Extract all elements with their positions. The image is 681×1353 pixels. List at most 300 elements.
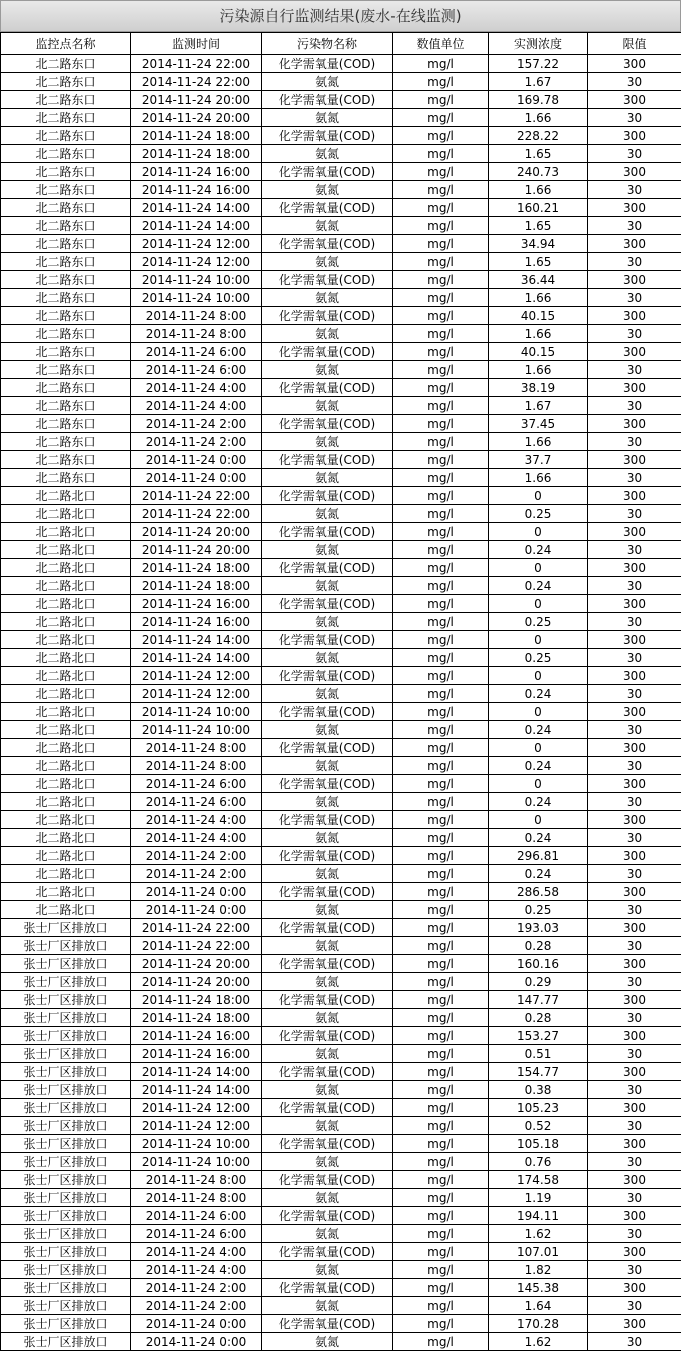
cell-measured-concentration: 0.25 — [489, 901, 588, 919]
cell-unit: mg/l — [393, 145, 489, 163]
cell-pollutant-name: 化学需氧量(COD) — [262, 991, 393, 1009]
cell-pollutant-name: 化学需氧量(COD) — [262, 307, 393, 325]
cell-pollutant-name: 氨氮 — [262, 649, 393, 667]
cell-measured-concentration: 0 — [489, 775, 588, 793]
cell-pollutant-name: 氨氮 — [262, 1225, 393, 1243]
cell-measured-concentration: 0.38 — [489, 1081, 588, 1099]
cell-pollutant-name: 氨氮 — [262, 289, 393, 307]
cell-measured-concentration: 0.24 — [489, 721, 588, 739]
cell-monitor-time: 2014-11-24 0:00 — [131, 883, 262, 901]
table-row — [1, 919, 681, 937]
cell-measured-concentration: 36.44 — [489, 271, 588, 289]
cell-unit: mg/l — [393, 1243, 489, 1261]
cell-pollutant-name: 化学需氧量(COD) — [262, 451, 393, 469]
cell-measured-concentration: 1.64 — [489, 1297, 588, 1315]
cell-monitor-point: 北二路东口 — [1, 181, 131, 199]
cell-pollutant-name: 氨氮 — [262, 145, 393, 163]
cell-measured-concentration: 286.58 — [489, 883, 588, 901]
cell-unit: mg/l — [393, 1297, 489, 1315]
cell-pollutant-name: 化学需氧量(COD) — [262, 235, 393, 253]
cell-monitor-point: 北二路东口 — [1, 451, 131, 469]
cell-measured-concentration: 147.77 — [489, 991, 588, 1009]
cell-unit: mg/l — [393, 91, 489, 109]
cell-limit: 300 — [588, 199, 681, 217]
cell-measured-concentration: 157.22 — [489, 55, 588, 73]
table-row — [1, 55, 681, 73]
cell-measured-concentration: 228.22 — [489, 127, 588, 145]
cell-measured-concentration: 0 — [489, 595, 588, 613]
cell-measured-concentration: 1.66 — [489, 109, 588, 127]
cell-monitor-time: 2014-11-24 2:00 — [131, 1279, 262, 1297]
cell-monitor-time: 2014-11-24 12:00 — [131, 253, 262, 271]
table-row — [1, 271, 681, 289]
cell-pollutant-name: 氨氮 — [262, 973, 393, 991]
table-row — [1, 613, 681, 631]
table-row — [1, 649, 681, 667]
cell-limit: 300 — [588, 559, 681, 577]
cell-monitor-point: 张士厂区排放口 — [1, 1135, 131, 1153]
table-row — [1, 577, 681, 595]
cell-measured-concentration: 0.25 — [489, 649, 588, 667]
cell-unit: mg/l — [393, 307, 489, 325]
cell-measured-concentration: 0 — [489, 487, 588, 505]
cell-monitor-time: 2014-11-24 10:00 — [131, 721, 262, 739]
cell-measured-concentration: 37.45 — [489, 415, 588, 433]
cell-monitor-time: 2014-11-24 18:00 — [131, 559, 262, 577]
cell-unit: mg/l — [393, 1063, 489, 1081]
cell-monitor-point: 北二路东口 — [1, 361, 131, 379]
cell-unit: mg/l — [393, 379, 489, 397]
cell-unit: mg/l — [393, 127, 489, 145]
cell-limit: 30 — [588, 1117, 681, 1135]
cell-measured-concentration: 170.28 — [489, 1315, 588, 1333]
cell-limit: 30 — [588, 109, 681, 127]
cell-monitor-time: 2014-11-24 0:00 — [131, 1333, 262, 1351]
cell-unit: mg/l — [393, 991, 489, 1009]
cell-limit: 30 — [588, 1333, 681, 1351]
cell-measured-concentration: 0.24 — [489, 757, 588, 775]
cell-limit: 30 — [588, 73, 681, 91]
cell-measured-concentration: 194.11 — [489, 1207, 588, 1225]
cell-monitor-point: 北二路东口 — [1, 199, 131, 217]
cell-limit: 30 — [588, 325, 681, 343]
cell-monitor-time: 2014-11-24 16:00 — [131, 181, 262, 199]
monitoring-results-table — [0, 32, 681, 1351]
cell-unit: mg/l — [393, 685, 489, 703]
cell-pollutant-name: 氨氮 — [262, 433, 393, 451]
cell-unit: mg/l — [393, 1117, 489, 1135]
table-row — [1, 343, 681, 361]
cell-monitor-time: 2014-11-24 14:00 — [131, 1063, 262, 1081]
table-row — [1, 163, 681, 181]
cell-pollutant-name: 氨氮 — [262, 793, 393, 811]
table-row — [1, 973, 681, 991]
cell-limit: 300 — [588, 955, 681, 973]
cell-limit: 300 — [588, 1243, 681, 1261]
cell-monitor-point: 北二路北口 — [1, 775, 131, 793]
cell-monitor-time: 2014-11-24 6:00 — [131, 1225, 262, 1243]
cell-unit: mg/l — [393, 1153, 489, 1171]
cell-monitor-point: 张士厂区排放口 — [1, 1117, 131, 1135]
header-monitor-point: 监控点名称 — [1, 33, 131, 55]
cell-monitor-time: 2014-11-24 2:00 — [131, 865, 262, 883]
cell-limit: 30 — [588, 145, 681, 163]
table-row — [1, 1189, 681, 1207]
cell-monitor-time: 2014-11-24 20:00 — [131, 973, 262, 991]
cell-limit: 30 — [588, 1009, 681, 1027]
cell-monitor-point: 北二路东口 — [1, 109, 131, 127]
cell-unit: mg/l — [393, 739, 489, 757]
cell-unit: mg/l — [393, 271, 489, 289]
cell-measured-concentration: 107.01 — [489, 1243, 588, 1261]
cell-unit: mg/l — [393, 703, 489, 721]
cell-limit: 30 — [588, 793, 681, 811]
cell-unit: mg/l — [393, 55, 489, 73]
cell-limit: 30 — [588, 1189, 681, 1207]
cell-pollutant-name: 氨氮 — [262, 577, 393, 595]
cell-monitor-time: 2014-11-24 10:00 — [131, 703, 262, 721]
cell-limit: 30 — [588, 1297, 681, 1315]
cell-pollutant-name: 氨氮 — [262, 361, 393, 379]
cell-monitor-time: 2014-11-24 16:00 — [131, 613, 262, 631]
cell-limit: 300 — [588, 811, 681, 829]
cell-limit: 300 — [588, 667, 681, 685]
cell-limit: 30 — [588, 397, 681, 415]
cell-limit: 300 — [588, 91, 681, 109]
cell-monitor-point: 张士厂区排放口 — [1, 1297, 131, 1315]
cell-measured-concentration: 0.24 — [489, 685, 588, 703]
cell-unit: mg/l — [393, 505, 489, 523]
header-unit: 数值单位 — [393, 33, 489, 55]
cell-limit: 30 — [588, 613, 681, 631]
table-row — [1, 199, 681, 217]
cell-unit: mg/l — [393, 361, 489, 379]
cell-unit: mg/l — [393, 181, 489, 199]
cell-monitor-point: 北二路东口 — [1, 397, 131, 415]
table-row — [1, 127, 681, 145]
table-row — [1, 361, 681, 379]
table-row — [1, 721, 681, 739]
cell-monitor-point: 北二路北口 — [1, 811, 131, 829]
cell-limit: 300 — [588, 775, 681, 793]
cell-pollutant-name: 化学需氧量(COD) — [262, 739, 393, 757]
cell-pollutant-name: 化学需氧量(COD) — [262, 1207, 393, 1225]
cell-unit: mg/l — [393, 1261, 489, 1279]
cell-measured-concentration: 0.24 — [489, 577, 588, 595]
cell-pollutant-name: 氨氮 — [262, 109, 393, 127]
cell-measured-concentration: 0.24 — [489, 829, 588, 847]
cell-measured-concentration: 240.73 — [489, 163, 588, 181]
cell-limit: 300 — [588, 1207, 681, 1225]
cell-measured-concentration: 0 — [489, 631, 588, 649]
cell-monitor-time: 2014-11-24 12:00 — [131, 235, 262, 253]
table-row — [1, 883, 681, 901]
cell-measured-concentration: 154.77 — [489, 1063, 588, 1081]
cell-pollutant-name: 氨氮 — [262, 397, 393, 415]
cell-measured-concentration: 160.21 — [489, 199, 588, 217]
table-row — [1, 775, 681, 793]
cell-measured-concentration: 1.82 — [489, 1261, 588, 1279]
table-row — [1, 667, 681, 685]
cell-unit: mg/l — [393, 955, 489, 973]
cell-monitor-time: 2014-11-24 20:00 — [131, 91, 262, 109]
table-row — [1, 451, 681, 469]
cell-pollutant-name: 化学需氧量(COD) — [262, 1099, 393, 1117]
cell-limit: 300 — [588, 1315, 681, 1333]
cell-pollutant-name: 化学需氧量(COD) — [262, 847, 393, 865]
cell-measured-concentration: 0.28 — [489, 1009, 588, 1027]
cell-pollutant-name: 化学需氧量(COD) — [262, 379, 393, 397]
cell-measured-concentration: 0.29 — [489, 973, 588, 991]
cell-monitor-point: 张士厂区排放口 — [1, 1261, 131, 1279]
cell-pollutant-name: 化学需氧量(COD) — [262, 775, 393, 793]
cell-monitor-time: 2014-11-24 2:00 — [131, 415, 262, 433]
cell-monitor-time: 2014-11-24 16:00 — [131, 163, 262, 181]
table-row — [1, 793, 681, 811]
cell-unit: mg/l — [393, 1099, 489, 1117]
cell-measured-concentration: 169.78 — [489, 91, 588, 109]
cell-measured-concentration: 1.66 — [489, 181, 588, 199]
cell-measured-concentration: 145.38 — [489, 1279, 588, 1297]
cell-measured-concentration: 40.15 — [489, 343, 588, 361]
cell-measured-concentration: 34.94 — [489, 235, 588, 253]
cell-measured-concentration: 0.52 — [489, 1117, 588, 1135]
cell-monitor-point: 张士厂区排放口 — [1, 955, 131, 973]
cell-monitor-time: 2014-11-24 8:00 — [131, 307, 262, 325]
cell-limit: 30 — [588, 865, 681, 883]
cell-limit: 30 — [588, 937, 681, 955]
cell-unit: mg/l — [393, 163, 489, 181]
cell-limit: 300 — [588, 739, 681, 757]
cell-unit: mg/l — [393, 1225, 489, 1243]
table-row — [1, 541, 681, 559]
cell-unit: mg/l — [393, 1009, 489, 1027]
cell-monitor-point: 北二路东口 — [1, 469, 131, 487]
cell-measured-concentration: 0 — [489, 811, 588, 829]
cell-limit: 30 — [588, 253, 681, 271]
cell-pollutant-name: 化学需氧量(COD) — [262, 1063, 393, 1081]
cell-measured-concentration: 1.66 — [489, 325, 588, 343]
cell-limit: 300 — [588, 847, 681, 865]
cell-monitor-time: 2014-11-24 8:00 — [131, 325, 262, 343]
cell-monitor-time: 2014-11-24 8:00 — [131, 1189, 262, 1207]
cell-pollutant-name: 化学需氧量(COD) — [262, 919, 393, 937]
cell-monitor-point: 张士厂区排放口 — [1, 991, 131, 1009]
cell-limit: 300 — [588, 487, 681, 505]
table-row — [1, 1153, 681, 1171]
cell-monitor-point: 张士厂区排放口 — [1, 919, 131, 937]
cell-limit: 300 — [588, 523, 681, 541]
cell-limit: 300 — [588, 703, 681, 721]
cell-monitor-point: 张士厂区排放口 — [1, 973, 131, 991]
table-row — [1, 739, 681, 757]
cell-pollutant-name: 氨氮 — [262, 181, 393, 199]
cell-pollutant-name: 氨氮 — [262, 469, 393, 487]
cell-monitor-time: 2014-11-24 22:00 — [131, 937, 262, 955]
cell-pollutant-name: 化学需氧量(COD) — [262, 343, 393, 361]
cell-monitor-point: 北二路北口 — [1, 649, 131, 667]
cell-pollutant-name: 化学需氧量(COD) — [262, 163, 393, 181]
cell-monitor-time: 2014-11-24 14:00 — [131, 1081, 262, 1099]
cell-monitor-time: 2014-11-24 20:00 — [131, 109, 262, 127]
cell-unit: mg/l — [393, 829, 489, 847]
cell-monitor-time: 2014-11-24 18:00 — [131, 991, 262, 1009]
table-row — [1, 1279, 681, 1297]
cell-monitor-point: 张士厂区排放口 — [1, 1315, 131, 1333]
table-row — [1, 1333, 681, 1351]
cell-measured-concentration: 37.7 — [489, 451, 588, 469]
cell-pollutant-name: 化学需氧量(COD) — [262, 811, 393, 829]
cell-monitor-point: 北二路北口 — [1, 721, 131, 739]
cell-limit: 30 — [588, 1153, 681, 1171]
cell-pollutant-name: 化学需氧量(COD) — [262, 55, 393, 73]
table-row — [1, 811, 681, 829]
cell-unit: mg/l — [393, 199, 489, 217]
cell-unit: mg/l — [393, 415, 489, 433]
cell-monitor-time: 2014-11-24 14:00 — [131, 649, 262, 667]
cell-unit: mg/l — [393, 775, 489, 793]
cell-unit: mg/l — [393, 1189, 489, 1207]
table-row — [1, 1243, 681, 1261]
cell-pollutant-name: 氨氮 — [262, 1117, 393, 1135]
table-row — [1, 1027, 681, 1045]
cell-monitor-point: 北二路北口 — [1, 847, 131, 865]
cell-unit: mg/l — [393, 1279, 489, 1297]
table-row — [1, 937, 681, 955]
cell-pollutant-name: 化学需氧量(COD) — [262, 91, 393, 109]
cell-unit: mg/l — [393, 1315, 489, 1333]
cell-limit: 300 — [588, 1171, 681, 1189]
cell-limit: 30 — [588, 973, 681, 991]
table-row — [1, 235, 681, 253]
cell-measured-concentration: 1.62 — [489, 1225, 588, 1243]
table-row — [1, 703, 681, 721]
cell-pollutant-name: 氨氮 — [262, 613, 393, 631]
cell-limit: 30 — [588, 649, 681, 667]
table-row — [1, 1315, 681, 1333]
cell-pollutant-name: 氨氮 — [262, 865, 393, 883]
cell-monitor-point: 张士厂区排放口 — [1, 1081, 131, 1099]
cell-pollutant-name: 化学需氧量(COD) — [262, 199, 393, 217]
cell-pollutant-name: 化学需氧量(COD) — [262, 523, 393, 541]
cell-measured-concentration: 0.24 — [489, 865, 588, 883]
table-row — [1, 181, 681, 199]
cell-unit: mg/l — [393, 217, 489, 235]
cell-monitor-point: 北二路东口 — [1, 73, 131, 91]
cell-pollutant-name: 氨氮 — [262, 1153, 393, 1171]
cell-monitor-time: 2014-11-24 12:00 — [131, 685, 262, 703]
cell-limit: 300 — [588, 1063, 681, 1081]
table-row — [1, 145, 681, 163]
cell-pollutant-name: 化学需氧量(COD) — [262, 1027, 393, 1045]
cell-unit: mg/l — [393, 1171, 489, 1189]
cell-limit: 300 — [588, 595, 681, 613]
cell-limit: 300 — [588, 307, 681, 325]
cell-monitor-point: 北二路北口 — [1, 505, 131, 523]
cell-pollutant-name: 化学需氧量(COD) — [262, 703, 393, 721]
cell-limit: 30 — [588, 433, 681, 451]
table-row — [1, 1117, 681, 1135]
cell-measured-concentration: 160.16 — [489, 955, 588, 973]
cell-limit: 30 — [588, 181, 681, 199]
table-row — [1, 289, 681, 307]
cell-limit: 30 — [588, 1225, 681, 1243]
cell-unit: mg/l — [393, 1045, 489, 1063]
cell-monitor-point: 北二路北口 — [1, 613, 131, 631]
cell-monitor-time: 2014-11-24 4:00 — [131, 811, 262, 829]
cell-limit: 300 — [588, 1135, 681, 1153]
cell-monitor-point: 北二路北口 — [1, 577, 131, 595]
cell-pollutant-name: 氨氮 — [262, 541, 393, 559]
cell-pollutant-name: 氨氮 — [262, 685, 393, 703]
page-title: 污染源自行监测结果(废水-在线监测) — [0, 0, 681, 32]
cell-pollutant-name: 氨氮 — [262, 1333, 393, 1351]
cell-measured-concentration: 0.28 — [489, 937, 588, 955]
cell-unit: mg/l — [393, 649, 489, 667]
cell-unit: mg/l — [393, 109, 489, 127]
cell-limit: 300 — [588, 235, 681, 253]
table-row — [1, 847, 681, 865]
cell-monitor-point: 北二路北口 — [1, 631, 131, 649]
table-row — [1, 73, 681, 91]
cell-monitor-point: 北二路东口 — [1, 415, 131, 433]
cell-pollutant-name: 化学需氧量(COD) — [262, 1171, 393, 1189]
cell-limit: 300 — [588, 1099, 681, 1117]
cell-measured-concentration: 1.65 — [489, 253, 588, 271]
cell-measured-concentration: 0 — [489, 559, 588, 577]
cell-monitor-point: 北二路北口 — [1, 559, 131, 577]
cell-pollutant-name: 化学需氧量(COD) — [262, 595, 393, 613]
cell-pollutant-name: 氨氮 — [262, 721, 393, 739]
cell-monitor-time: 2014-11-24 10:00 — [131, 1153, 262, 1171]
cell-monitor-time: 2014-11-24 16:00 — [131, 595, 262, 613]
cell-unit: mg/l — [393, 937, 489, 955]
cell-pollutant-name: 氨氮 — [262, 1297, 393, 1315]
cell-measured-concentration: 1.65 — [489, 217, 588, 235]
cell-unit: mg/l — [393, 847, 489, 865]
cell-unit: mg/l — [393, 811, 489, 829]
cell-monitor-point: 张士厂区排放口 — [1, 937, 131, 955]
cell-monitor-time: 2014-11-24 22:00 — [131, 919, 262, 937]
table-body — [1, 55, 681, 1351]
cell-limit: 30 — [588, 1045, 681, 1063]
cell-pollutant-name: 化学需氧量(COD) — [262, 1135, 393, 1153]
cell-monitor-point: 张士厂区排放口 — [1, 1333, 131, 1351]
cell-monitor-point: 北二路东口 — [1, 433, 131, 451]
header-pollutant-name: 污染物名称 — [262, 33, 393, 55]
table-row — [1, 505, 681, 523]
cell-limit: 300 — [588, 883, 681, 901]
cell-monitor-point: 张士厂区排放口 — [1, 1171, 131, 1189]
cell-pollutant-name: 化学需氧量(COD) — [262, 271, 393, 289]
cell-unit: mg/l — [393, 235, 489, 253]
cell-measured-concentration: 1.67 — [489, 73, 588, 91]
cell-monitor-time: 2014-11-24 18:00 — [131, 1009, 262, 1027]
cell-monitor-time: 2014-11-24 12:00 — [131, 1099, 262, 1117]
cell-monitor-point: 北二路东口 — [1, 163, 131, 181]
cell-limit: 30 — [588, 577, 681, 595]
cell-pollutant-name: 化学需氧量(COD) — [262, 415, 393, 433]
cell-measured-concentration: 193.03 — [489, 919, 588, 937]
cell-monitor-time: 2014-11-24 8:00 — [131, 739, 262, 757]
cell-pollutant-name: 氨氮 — [262, 1261, 393, 1279]
cell-monitor-time: 2014-11-24 4:00 — [131, 379, 262, 397]
cell-measured-concentration: 0.25 — [489, 613, 588, 631]
cell-measured-concentration: 1.66 — [489, 433, 588, 451]
cell-pollutant-name: 氨氮 — [262, 1009, 393, 1027]
table-row — [1, 1081, 681, 1099]
cell-monitor-time: 2014-11-24 14:00 — [131, 631, 262, 649]
